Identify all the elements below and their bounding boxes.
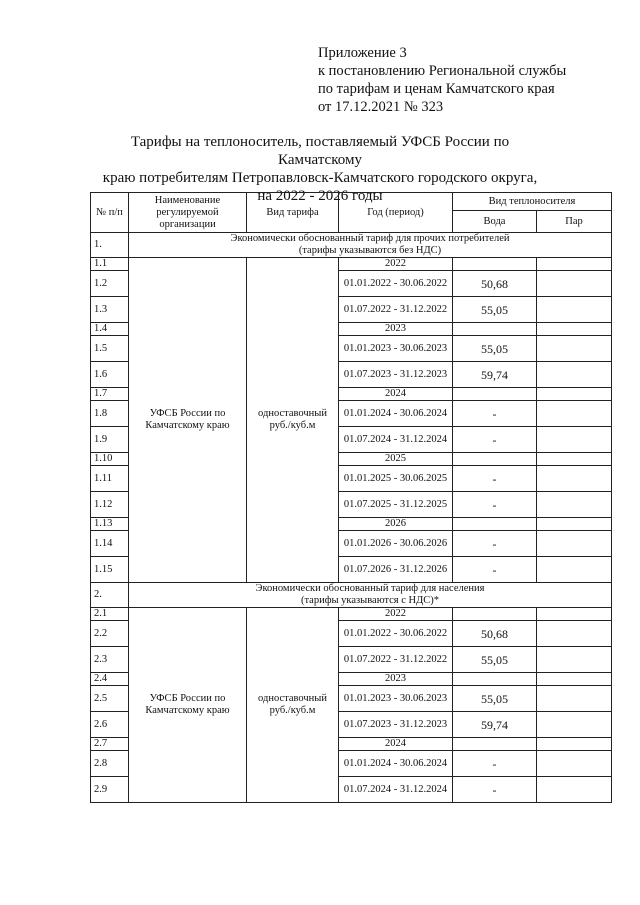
period: 01.07.2023 - 31.12.2023 [339,712,453,738]
water-value: - [453,531,537,557]
steam-value [537,427,612,453]
table-row [91,258,612,271]
period: 01.01.2023 - 30.06.2023 [339,686,453,712]
title-line: Тарифы на теплоноситель, поставляемый УФСБ России по Камчатскому [130,134,510,168]
section-title-text: Экономически обоснованный тариф для прочих потребителей [230,233,510,244]
steam-value [537,362,612,388]
steam-value [537,518,612,531]
row-num: 2.6 [91,712,129,738]
water-value: 55,05 [453,336,537,362]
row-num: 1.11 [91,466,129,492]
row-num: 2.3 [91,647,129,673]
steam-value [537,453,612,466]
water-value: - [453,466,537,492]
water-value: 55,05 [453,297,537,323]
water-value: - [453,427,537,453]
water-value [453,453,537,466]
title-line: на 2022 - 2026 годы [257,188,383,204]
water-value: 55,05 [453,647,537,673]
section-row [91,583,612,608]
row-num: 1.14 [91,531,129,557]
steam-value [537,712,612,738]
period: 2022 [339,258,453,271]
tariff-type: одноставочный руб./куб.м [247,608,339,803]
steam-value [537,686,612,712]
table-row [91,608,612,621]
water-value: - [453,557,537,583]
water-value: 55,05 [453,686,537,712]
section-title [129,583,612,608]
section-row [91,233,612,258]
table-body [91,233,612,803]
steam-value [537,608,612,621]
period: 01.07.2022 - 31.12.2022 [339,647,453,673]
steam-value [537,621,612,647]
period: 01.01.2022 - 30.06.2022 [339,621,453,647]
period: 01.07.2022 - 31.12.2022 [339,297,453,323]
period: 2024 [339,738,453,751]
water-value [453,673,537,686]
period: 2022 [339,608,453,621]
steam-value [537,557,612,583]
row-num: 2.5 [91,686,129,712]
steam-value [537,647,612,673]
water-value [453,258,537,271]
row-num: 1.10 [91,453,129,466]
steam-value [537,466,612,492]
steam-value [537,336,612,362]
period: 01.07.2023 - 31.12.2023 [339,362,453,388]
row-num: 1.6 [91,362,129,388]
appendix-line: от 17.12.2021 № 323 [318,99,444,115]
steam-value [537,323,612,336]
period: 01.01.2023 - 30.06.2023 [339,336,453,362]
period: 01.07.2024 - 31.12.2024 [339,427,453,453]
water-value: 59,74 [453,362,537,388]
row-num: 1.8 [91,401,129,427]
header-water: Вода [453,211,537,233]
section-num: 2. [91,583,129,608]
row-num: 2.7 [91,738,129,751]
steam-value [537,751,612,777]
row-num: 2.2 [91,621,129,647]
period: 01.07.2025 - 31.12.2025 [339,492,453,518]
row-num: 1.7 [91,388,129,401]
header-period: Год (период) [339,193,453,233]
header-tariff-type: Вид тарифа [247,193,339,233]
period: 2023 [339,673,453,686]
section-subtitle-text: (тарифы указываются с НДС)* [300,595,440,606]
header-org: Наименование регулируемой организации [129,193,247,233]
steam-value [537,777,612,803]
period: 01.01.2025 - 30.06.2025 [339,466,453,492]
appendix-line: к постановлению Региональной службы [318,63,567,79]
period: 2023 [339,323,453,336]
period: 01.07.2024 - 31.12.2024 [339,777,453,803]
steam-value [537,388,612,401]
section-subtitle-text: (тарифы указываются без НДС) [298,245,442,256]
water-value: 59,74 [453,712,537,738]
section-title [129,233,612,258]
steam-value [537,673,612,686]
water-value [453,388,537,401]
period: 2025 [339,453,453,466]
row-num: 2.8 [91,751,129,777]
appendix-line: по тарифам и ценам Камчатского края [318,81,555,97]
org-name: УФСБ России по Камчатскому краю [129,258,247,583]
water-value [453,738,537,751]
water-value [453,518,537,531]
row-num: 1.3 [91,297,129,323]
row-num: 1.5 [91,336,129,362]
period: 01.01.2024 - 30.06.2024 [339,751,453,777]
water-value [453,608,537,621]
water-value: - [453,401,537,427]
steam-value [537,271,612,297]
water-value: - [453,777,537,803]
water-value: - [453,751,537,777]
tariff-table [90,192,612,803]
steam-value [537,531,612,557]
water-value [453,323,537,336]
steam-value [537,258,612,271]
appendix-header [318,44,566,116]
row-num: 2.1 [91,608,129,621]
row-num: 1.9 [91,427,129,453]
row-num: 1.12 [91,492,129,518]
period: 01.01.2022 - 30.06.2022 [339,271,453,297]
section-num: 1. [91,233,129,258]
period: 2024 [339,388,453,401]
period: 01.07.2026 - 31.12.2026 [339,557,453,583]
appendix-line: Приложение 3 [318,45,407,61]
row-num: 2.9 [91,777,129,803]
section-title-text: Экономически обоснованный тариф для населения [255,583,485,594]
row-num: 1.1 [91,258,129,271]
water-value: - [453,492,537,518]
steam-value [537,738,612,751]
tariff-type: одноставочный руб./куб.м [247,258,339,583]
header-steam: Пар [537,211,612,233]
steam-value [537,401,612,427]
water-value: 50,68 [453,621,537,647]
water-value: 50,68 [453,271,537,297]
row-num: 1.4 [91,323,129,336]
steam-value [537,492,612,518]
period: 01.01.2026 - 30.06.2026 [339,531,453,557]
period: 2026 [339,518,453,531]
row-num: 1.2 [91,271,129,297]
header-carrier: Вид теплоносителя [453,193,612,211]
row-num: 2.4 [91,673,129,686]
steam-value [537,297,612,323]
row-num: 1.15 [91,557,129,583]
header-num: № п/п [91,193,129,233]
period: 01.01.2024 - 30.06.2024 [339,401,453,427]
row-num: 1.13 [91,518,129,531]
org-name: УФСБ России по Камчатскому краю [129,608,247,803]
title-line: краю потребителям Петропавловск-Камчатского городского округа, [102,170,538,186]
